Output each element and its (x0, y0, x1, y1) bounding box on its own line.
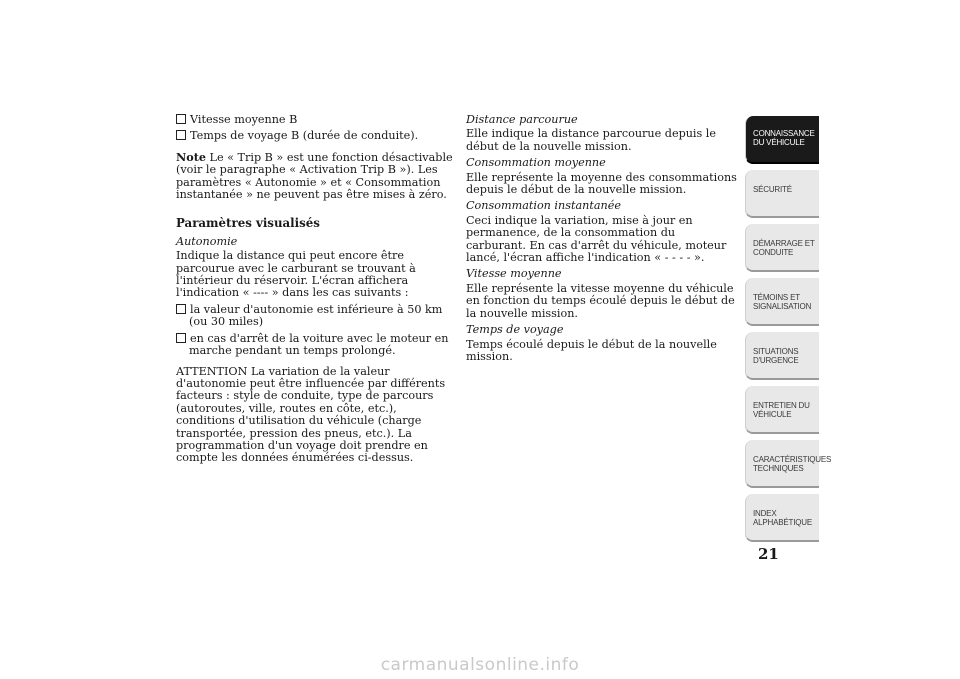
conso-instantanee-text: Ceci indique la variation, mise à jour en permanence, de la consommation du carburant. En cas d'arrêt du véhicule, moteur lancé, l'écran affiche l'indication « - - - - ». (466, 213, 727, 265)
attention-paragraph: ATTENTION La variation de la valeur d'autonomie peut être influencée par différents facteurs : style de conduite, type de parcours (autoroutes, ville, routes en côte, etc.), conditions d'utilisation du véhicule (charge transportée, pression des pneus, etc.). La programmation d'un voyage doit prendre en compte les données énumérées ci-dessus. (176, 364, 446, 465)
list-item: Vitesse moyenne B (176, 114, 458, 126)
tab-temoins-signalisation[interactable]: TÉMOINS ET SIGNALISATION (745, 278, 819, 326)
checkbox-bullet-icon (176, 333, 186, 343)
autonomie-text: Indique la distance qui peut encore être parcourue avec le carburant se trouvant à l'intérieur du réservoir. L'écran affichera l'indication « ---- » dans les cas suivants : (176, 249, 416, 300)
list-item: la valeur d'autonomie est inférieure à 50 km (ou 30 miles) (176, 304, 458, 329)
distance-text: Elle indique la distance parcourue depuis le début de la nouvelle mission. (466, 127, 717, 153)
temps-voyage-text: Temps écoulé depuis le début de la nouvelle mission. (466, 337, 717, 363)
distance-title: Distance parcourue (466, 113, 578, 126)
conso-moyenne-title: Consommation moyenne (466, 156, 606, 170)
note-text: Le « Trip B » est une fonction désactivable (voir le paragraphe « Activation Trip B »). Les paramètres « Autonomie » et « Consommation instantanée » ne peuvent pas être mises à zéro. (176, 150, 453, 202)
right-column (466, 114, 738, 367)
conso-moyenne-text: Elle représente la moyenne des consommations depuis le début de la nouvelle mission. (466, 170, 737, 197)
chapter-tabs (745, 116, 832, 548)
temps-voyage-title: Temps de voyage (466, 323, 564, 337)
note-paragraph (176, 151, 458, 202)
autonomie-title: Autonomie (176, 234, 238, 248)
watermark-text: carmanualsonline.info (380, 655, 580, 675)
checkbox-bullet-icon (176, 304, 186, 314)
tab-securite[interactable]: SÉCURITÉ (745, 170, 819, 218)
checkbox-bullet-icon (176, 130, 186, 140)
list-item: en cas d'arrêt de la voiture avec le moteur en marche pendant un temps prolongé. (176, 333, 458, 358)
tab-situations-urgence[interactable]: SITUATIONS D'URGENCE (745, 332, 819, 380)
vitesse-moyenne-title: Vitesse moyenne (466, 267, 562, 281)
tab-index-alphabetique[interactable]: INDEX ALPHABÉTIQUE (745, 494, 819, 542)
page-number: 21 (758, 545, 779, 563)
note-label: Note (176, 149, 206, 164)
tab-caracteristiques-techniques[interactable]: CARACTÉRISTIQUES TECHNIQUES (745, 440, 819, 488)
left-column (176, 114, 458, 469)
tab-demarrage-conduite[interactable]: DÉMARRAGE ET CONDUITE (745, 224, 819, 272)
checkbox-bullet-icon (176, 114, 186, 124)
vitesse-moyenne-text: Elle représente la vitesse moyenne du véhicule en fonction du temps écoulé depuis le début de la nouvelle mission. (466, 281, 735, 320)
conso-instantanee-title: Consommation instantanée (466, 199, 621, 213)
section-heading: Paramètres visualisés (176, 216, 320, 231)
tab-connaissance-vehicule[interactable]: CONNAISSANCE DU VÉHICULE (745, 116, 819, 164)
list-item: Temps de voyage B (durée de conduite). (176, 130, 458, 142)
tab-entretien-vehicule[interactable]: ENTRETIEN DU VÉHICULE (745, 386, 819, 434)
